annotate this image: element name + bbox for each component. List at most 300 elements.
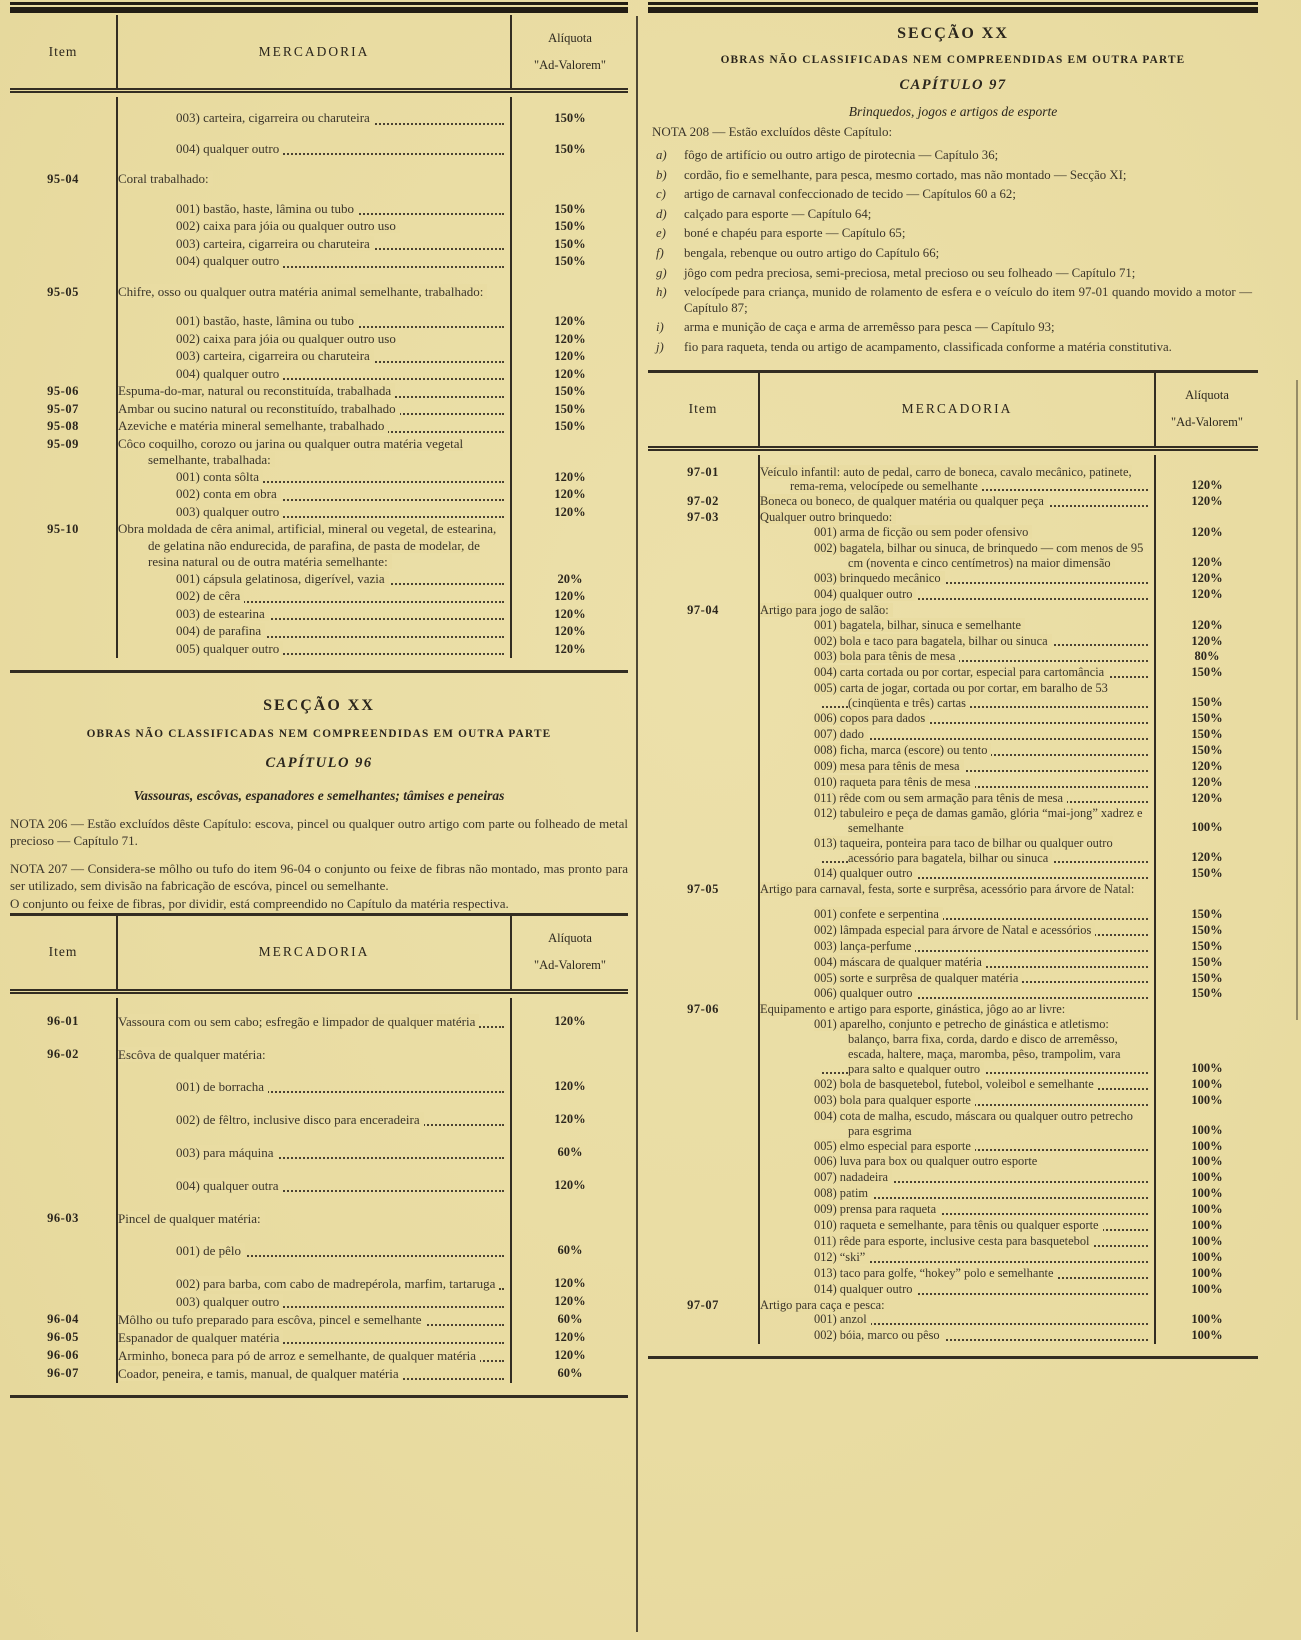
item-code bbox=[10, 486, 118, 504]
merchandise-text: 003) carteira, cigarreira ou charuteira bbox=[176, 236, 374, 251]
item-code bbox=[648, 955, 760, 971]
table-row bbox=[10, 1260, 628, 1293]
item-code bbox=[648, 806, 760, 836]
item-code bbox=[648, 923, 760, 939]
item-code bbox=[10, 588, 118, 606]
merchandise-description bbox=[760, 1298, 1156, 1313]
table-row bbox=[648, 971, 1258, 987]
item-code bbox=[10, 188, 118, 219]
item-code bbox=[648, 1109, 760, 1139]
merchandise-text: 004) carta cortada ou por cortar, especial para cartomância bbox=[814, 665, 1108, 679]
merchandise-text: Arminho, boneca para pó de arroz e semelhante, de qualquer matéria bbox=[118, 1348, 480, 1363]
item-code bbox=[10, 1293, 118, 1311]
table-row bbox=[10, 504, 628, 522]
merchandise-description bbox=[760, 971, 1156, 987]
merchandise-description bbox=[760, 1077, 1156, 1093]
merchandise-text: Espuma-do-mar, natural ou reconstituída, trabalhada bbox=[118, 383, 395, 398]
merchandise-description bbox=[118, 158, 512, 188]
table-row bbox=[648, 618, 1258, 634]
header-rate-line2: "Ad-Valorem" bbox=[534, 958, 606, 972]
merchandise-text: Pincel de qualquer matéria: bbox=[118, 1211, 265, 1226]
item-code bbox=[648, 571, 760, 587]
table-row bbox=[648, 727, 1258, 743]
table-row bbox=[648, 1002, 1258, 1017]
merchandise-description bbox=[760, 681, 1156, 711]
exclusion-label: a) bbox=[656, 148, 667, 162]
item-code bbox=[648, 1328, 760, 1344]
exclusion-label: f) bbox=[656, 245, 664, 260]
rate-value: 120% bbox=[554, 1078, 586, 1093]
section-heading-ch97 bbox=[648, 25, 1258, 356]
merchandise-text: 002) bóia, marco ou pêso bbox=[814, 1328, 944, 1342]
rate-value bbox=[512, 436, 628, 469]
merchandise-description bbox=[760, 791, 1156, 807]
table-row bbox=[10, 271, 628, 301]
merchandise-description bbox=[760, 1154, 1156, 1170]
merchandise-description bbox=[118, 1293, 512, 1311]
table-row bbox=[10, 300, 628, 331]
rate-value: 100% bbox=[1191, 1092, 1223, 1107]
table-row bbox=[10, 623, 628, 641]
table-row bbox=[10, 331, 628, 349]
merchandise-description bbox=[118, 253, 512, 271]
exclusion-item bbox=[648, 148, 1258, 164]
table-row bbox=[648, 882, 1258, 897]
merchandise-text: 002) conta em obra bbox=[176, 486, 281, 501]
merchandise-description bbox=[760, 775, 1156, 791]
item-code bbox=[648, 1017, 760, 1077]
merchandise-description bbox=[760, 806, 1156, 836]
merchandise-text: Chifre, osso ou qualquer outra matéria animal semelhante, trabalhado: bbox=[118, 284, 487, 299]
item-code bbox=[10, 331, 118, 349]
merchandise-text: 001) conta sôlta bbox=[176, 469, 263, 484]
header-rate bbox=[1156, 373, 1258, 446]
item-code bbox=[10, 97, 118, 128]
merchandise-description bbox=[760, 1234, 1156, 1250]
merchandise-text: 001) aparelho, conjunto e petrecho de ginástica e atletismo: balanço, barra fixa, corda, dardo e disco de arremêsso, escada, haltere, maça, maromba, pêso, trampolim, vara para salto e qualquer outro bbox=[814, 1017, 1121, 1076]
merchandise-text: 002) bagatela, bilhar ou sinuca, de brinquedo — com menos de 95 cm (noventa e cinco centímetros) na maior dimensão bbox=[814, 541, 1144, 570]
exclusion-text: cordão, fio e semelhante, para pesca, mesmo cortado, mas não montado — Secção XI; bbox=[684, 167, 1127, 182]
rate-value: 120% bbox=[1191, 554, 1223, 569]
rate-value: 150% bbox=[554, 419, 586, 433]
rate-value: 100% bbox=[1191, 1233, 1223, 1248]
item-code bbox=[648, 1234, 760, 1250]
rate-value: 150% bbox=[554, 254, 586, 268]
header-rate-line1: Alíquota bbox=[548, 30, 592, 45]
item-code bbox=[10, 253, 118, 271]
rate-value: 150% bbox=[1191, 866, 1223, 881]
table-row bbox=[648, 541, 1258, 571]
merchandise-text: 009) mesa para tênis de mesa bbox=[814, 759, 964, 773]
item-code bbox=[648, 1282, 760, 1298]
merchandise-description bbox=[118, 1096, 512, 1129]
merchandise-text: 014) qualquer outro bbox=[814, 1282, 916, 1296]
item-code bbox=[10, 236, 118, 254]
item-code bbox=[10, 606, 118, 624]
item-code bbox=[648, 866, 760, 882]
rate-value: 120% bbox=[1191, 586, 1223, 601]
rate-value: 60% bbox=[557, 1144, 583, 1159]
merchandise-text: 001) arma de ficção ou sem poder ofensivo bbox=[814, 525, 1032, 539]
rate-value: 120% bbox=[1191, 790, 1223, 805]
header-rate-line2: "Ad-Valorem" bbox=[534, 57, 606, 72]
rate-value: 150% bbox=[554, 236, 586, 251]
merchandise-description bbox=[118, 1063, 512, 1096]
merchandise-description bbox=[760, 1328, 1156, 1344]
merchandise-text: 013) taqueira, ponteira para taco de bilhar ou qualquer outro acessório para bagatela, bilhar ou sinuca bbox=[814, 836, 1113, 866]
merchandise-description bbox=[760, 882, 1156, 897]
table-row bbox=[648, 1312, 1258, 1328]
rate-value: 100% bbox=[1191, 1060, 1223, 1075]
rate-value: 120% bbox=[1191, 850, 1223, 865]
tariff-table-ch96 bbox=[10, 913, 628, 1398]
exclusion-text: arma e munição de caça e arma de arremêsso para pesca — Capítulo 93; bbox=[684, 320, 1055, 335]
merchandise-text: 001) bagatela, bilhar, sinuca e semelhante bbox=[814, 618, 1025, 632]
merchandise-text: 001) cápsula gelatinosa, digerível, vazia bbox=[176, 571, 389, 586]
rate-value: 120% bbox=[1191, 774, 1223, 789]
header-merchandise: MERCADORIA bbox=[760, 373, 1156, 446]
rate-value: 100% bbox=[1191, 1186, 1223, 1201]
rate-value: 150% bbox=[1191, 742, 1223, 757]
item-code: 97-02 bbox=[648, 494, 760, 510]
rate-value: 120% bbox=[554, 469, 586, 484]
table-row bbox=[10, 1227, 628, 1260]
item-code: 97-06 bbox=[648, 1002, 760, 1017]
merchandise-description bbox=[760, 897, 1156, 923]
item-code: 95-08 bbox=[10, 418, 118, 436]
merchandise-description bbox=[118, 1162, 512, 1195]
item-code bbox=[10, 1063, 118, 1096]
item-code bbox=[648, 836, 760, 866]
table-row bbox=[648, 955, 1258, 971]
merchandise-description bbox=[118, 623, 512, 641]
merchandise-text: 005) qualquer outro bbox=[176, 641, 283, 656]
merchandise-text: 010) raqueta e semelhante, para tênis ou qualquer esporte bbox=[814, 1218, 1103, 1232]
merchandise-description bbox=[118, 1347, 512, 1365]
item-code bbox=[648, 727, 760, 743]
table-row bbox=[648, 1328, 1258, 1344]
exclusion-label: j) bbox=[656, 339, 664, 354]
table-row bbox=[10, 128, 628, 159]
exclusion-item bbox=[648, 187, 1258, 203]
item-code bbox=[648, 1077, 760, 1093]
rate-value: 100% bbox=[1191, 1328, 1223, 1343]
rate-value: 150% bbox=[1191, 986, 1223, 1001]
merchandise-description bbox=[118, 998, 512, 1031]
header-rate-line2: "Ad-Valorem" bbox=[1171, 415, 1243, 430]
table-row bbox=[648, 1139, 1258, 1155]
note-paragraph: NOTA 207 — Considera-se môlho ou tufo do item 96-04 o conjunto ou feixe de fibras não montado, mas pronto para ser utilizado, sem divisão na fabricação de escóva, pincel ou semelhante. bbox=[10, 861, 628, 893]
merchandise-description bbox=[118, 588, 512, 606]
merchandise-text: Môlho ou tufo preparado para escôva, pincel e semelhante bbox=[118, 1312, 426, 1327]
merchandise-text: 005) elmo especial para esporte bbox=[814, 1139, 975, 1153]
merchandise-text: 001) bastão, haste, lâmina ou tubo bbox=[176, 313, 358, 328]
table-row bbox=[648, 939, 1258, 955]
merchandise-description bbox=[760, 510, 1156, 525]
item-code bbox=[648, 759, 760, 775]
table-row bbox=[10, 469, 628, 487]
exclusion-item bbox=[648, 168, 1258, 184]
merchandise-description bbox=[118, 1031, 512, 1063]
merchandise-description bbox=[118, 218, 512, 236]
merchandise-description bbox=[760, 571, 1156, 587]
item-code bbox=[648, 1186, 760, 1202]
merchandise-description bbox=[118, 348, 512, 366]
table-row bbox=[648, 1109, 1258, 1139]
table-row bbox=[648, 1218, 1258, 1234]
section-scope: OBRAS NÃO CLASSIFICADAS NEM COMPREENDIDAS EM OUTRA PARTE bbox=[720, 54, 1186, 66]
merchandise-text: Escôva de qualquer matéria: bbox=[118, 1047, 270, 1062]
table-row bbox=[648, 494, 1258, 510]
rate-value: 60% bbox=[557, 1242, 583, 1257]
table-row bbox=[10, 571, 628, 589]
merchandise-description bbox=[118, 1129, 512, 1162]
merchandise-description bbox=[760, 541, 1156, 571]
rate-value: 100% bbox=[1191, 1265, 1223, 1280]
rate-value: 120% bbox=[1191, 494, 1223, 509]
merchandise-text: 004) qualquer outro bbox=[814, 587, 916, 601]
table-body bbox=[648, 451, 1258, 1357]
item-code bbox=[648, 775, 760, 791]
merchandise-text: Obra moldada de cêra animal, artificial, mineral ou vegetal, de estearina, de gelatina não endurecida, de parafina, de pasta de modelar, de resina natural ou de outra matéria semelhante: bbox=[118, 521, 497, 569]
table-row bbox=[10, 97, 628, 128]
merchandise-text: Vassoura com ou sem cabo; esfregão e limpador de qualquer matéria bbox=[118, 1014, 479, 1029]
merchandise-text: Ambar ou sucino natural ou reconstituído, trabalhado bbox=[118, 401, 400, 416]
merchandise-description bbox=[118, 366, 512, 384]
rate-value: 150% bbox=[1191, 906, 1223, 921]
merchandise-text: 003) carteira, cigarreira ou charuteira bbox=[176, 110, 374, 125]
exclusion-text: fio para raqueta, tenda ou artigo de acampamento, classificada conforme a matéria constitutiva. bbox=[684, 339, 1172, 354]
merchandise-text: 002) lâmpada especial para árvore de Natal e acessórios bbox=[814, 923, 1095, 937]
exclusion-item bbox=[648, 340, 1258, 356]
item-code bbox=[648, 1154, 760, 1170]
merchandise-description bbox=[760, 634, 1156, 650]
table-row bbox=[648, 455, 1258, 495]
table-row bbox=[10, 1293, 628, 1311]
rate-value: 150% bbox=[1191, 711, 1223, 726]
note-intro: NOTA 208 — Estão excluídos dêste Capítulo: bbox=[652, 124, 893, 139]
merchandise-description bbox=[118, 1227, 512, 1260]
merchandise-text: Veículo infantil: auto de pedal, carro de boneca, cavalo mecânico, patinete, rema-rema, velocípede ou semelhante bbox=[760, 464, 1132, 494]
table-row bbox=[648, 1202, 1258, 1218]
item-code bbox=[10, 1227, 118, 1260]
item-code: 96-04 bbox=[10, 1311, 118, 1329]
merchandise-description bbox=[760, 1250, 1156, 1266]
merchandise-text: Espanador de qualquer matéria bbox=[118, 1330, 283, 1345]
item-code: 95-06 bbox=[10, 383, 118, 401]
item-code bbox=[10, 300, 118, 331]
exclusion-text: jôgo com pedra preciosa, semi-preciosa, metal precioso ou seu folheado — Capítulo 71; bbox=[684, 265, 1136, 280]
table-row bbox=[648, 1186, 1258, 1202]
note-paragraph: NOTA 206 — Estão excluídos dêste Capítulo: escova, pincel ou qualquer outro artigo com parte ou folheado de metal precioso — Capítulo 71. bbox=[10, 816, 628, 848]
item-code bbox=[648, 1250, 760, 1266]
merchandise-description bbox=[760, 1186, 1156, 1202]
table-row bbox=[10, 1096, 628, 1129]
item-code bbox=[10, 128, 118, 159]
item-code bbox=[10, 571, 118, 589]
item-code bbox=[648, 681, 760, 711]
table-row bbox=[10, 486, 628, 504]
merchandise-description bbox=[760, 1170, 1156, 1186]
merchandise-description bbox=[760, 649, 1156, 665]
merchandise-text: 003) bola para tênis de mesa bbox=[814, 649, 959, 663]
rate-value: 120% bbox=[1191, 570, 1223, 585]
rate-value: 120% bbox=[554, 331, 586, 346]
merchandise-text: 003) bola para qualquer esporte bbox=[814, 1093, 975, 1107]
rate-value: 120% bbox=[1191, 633, 1223, 648]
right-column bbox=[648, 0, 1258, 1359]
item-code: 95-09 bbox=[10, 436, 118, 469]
rate-value: 120% bbox=[554, 1347, 586, 1362]
merchandise-description bbox=[760, 1109, 1156, 1139]
merchandise-description bbox=[118, 401, 512, 419]
item-code: 96-06 bbox=[10, 1347, 118, 1365]
item-code: 95-07 bbox=[10, 401, 118, 419]
table-row bbox=[648, 1282, 1258, 1298]
merchandise-description bbox=[760, 923, 1156, 939]
rate-value bbox=[512, 521, 628, 571]
exclusion-label: d) bbox=[656, 206, 667, 221]
table-row bbox=[10, 1365, 628, 1383]
item-code bbox=[648, 1170, 760, 1186]
rate-value: 120% bbox=[1191, 478, 1223, 493]
merchandise-text: 012) “ski” bbox=[814, 1250, 869, 1264]
table-row bbox=[648, 1077, 1258, 1093]
header-item: Item bbox=[10, 916, 118, 989]
rate-value: 100% bbox=[1191, 820, 1223, 835]
rate-value: 100% bbox=[1191, 1122, 1223, 1137]
merchandise-description bbox=[760, 618, 1156, 634]
rate-value bbox=[512, 271, 628, 301]
header-rate bbox=[512, 15, 628, 88]
rate-value: 150% bbox=[1191, 954, 1223, 969]
merchandise-text: 011) rêde com ou sem armação para tênis de mesa bbox=[814, 791, 1067, 805]
table-header bbox=[10, 15, 628, 93]
table-row bbox=[648, 510, 1258, 525]
table-row bbox=[10, 1311, 628, 1329]
table-row bbox=[10, 1162, 628, 1195]
table-row bbox=[648, 1250, 1258, 1266]
table-row bbox=[648, 775, 1258, 791]
merchandise-description bbox=[760, 1282, 1156, 1298]
rate-value bbox=[1156, 1002, 1258, 1017]
table-row bbox=[648, 759, 1258, 775]
merchandise-text: 006) copos para dados bbox=[814, 711, 929, 725]
merchandise-description bbox=[118, 128, 512, 159]
rate-value: 150% bbox=[554, 201, 586, 216]
merchandise-text: 001) de borracha bbox=[176, 1079, 268, 1094]
merchandise-description bbox=[118, 1311, 512, 1329]
rate-value: 150% bbox=[554, 141, 586, 156]
merchandise-description bbox=[118, 236, 512, 254]
item-code bbox=[648, 971, 760, 987]
table-row bbox=[648, 986, 1258, 1002]
table-row bbox=[648, 681, 1258, 711]
merchandise-description bbox=[118, 418, 512, 436]
merchandise-description bbox=[118, 331, 512, 349]
merchandise-description bbox=[118, 436, 512, 469]
table-row bbox=[648, 571, 1258, 587]
merchandise-text: 004) qualquer outro bbox=[176, 253, 283, 268]
merchandise-description bbox=[760, 727, 1156, 743]
tariff-table-ch95 bbox=[10, 15, 628, 673]
merchandise-description bbox=[118, 300, 512, 331]
merchandise-description bbox=[760, 866, 1156, 882]
merchandise-text: 004) qualquer outro bbox=[176, 366, 283, 381]
merchandise-text: 005) sorte e surprêsa de qualquer matéria bbox=[814, 971, 1022, 985]
item-code: 96-02 bbox=[10, 1031, 118, 1063]
item-code bbox=[648, 1202, 760, 1218]
section-scope: OBRAS NÃO CLASSIFICADAS NEM COMPREENDIDAS EM OUTRA PARTE bbox=[86, 728, 552, 740]
merchandise-text: 004) de parafina bbox=[176, 623, 265, 638]
merchandise-description bbox=[760, 1218, 1156, 1234]
table-row bbox=[10, 998, 628, 1031]
merchandise-text: 013) taco para golfe, “hokey” polo e semelhante bbox=[814, 1266, 1057, 1280]
section-title: SECÇÃO XX bbox=[897, 25, 1009, 42]
exclusion-label: c) bbox=[656, 187, 666, 202]
rate-value: 120% bbox=[1191, 758, 1223, 773]
table-row bbox=[10, 401, 628, 419]
merchandise-description bbox=[118, 97, 512, 128]
table-row bbox=[10, 253, 628, 271]
merchandise-description bbox=[118, 1365, 512, 1383]
header-merchandise: MERCADORIA bbox=[118, 15, 512, 88]
merchandise-text: 012) tabuleiro e peça de damas gamão, glória “mai-jong” xadrez e semelhante bbox=[814, 806, 1143, 836]
header-merchandise: MERCADORIA bbox=[118, 916, 512, 989]
item-code: 96-01 bbox=[10, 998, 118, 1031]
merchandise-text: Côco coquilho, corozo ou jarina ou qualquer outra matéria vegetal semelhante, trabalhada: bbox=[118, 435, 464, 467]
item-code bbox=[648, 525, 760, 541]
merchandise-description bbox=[760, 455, 1156, 495]
merchandise-text: Equipamento e artigo para esporte, ginástica, jôgo ao ar livre: bbox=[760, 1002, 1069, 1016]
merchandise-text: 006) qualquer outro bbox=[814, 986, 916, 1000]
item-code bbox=[648, 634, 760, 650]
exclusion-item bbox=[648, 226, 1258, 242]
rate-value: 100% bbox=[1191, 1202, 1223, 1217]
item-code bbox=[648, 665, 760, 681]
rate-value: 120% bbox=[1191, 525, 1223, 540]
chapter-subject: Brinquedos, jogos e artigos de esporte bbox=[848, 104, 1058, 119]
exclusion-item bbox=[648, 320, 1258, 336]
rate-value: 100% bbox=[1191, 1312, 1223, 1327]
rate-value bbox=[1156, 882, 1258, 897]
merchandise-description bbox=[760, 603, 1156, 618]
exclusion-text: velocípede para criança, munido de rolamento de esfera e o veículo do item 97-01 quando movido a motor — Capítulo 87; bbox=[684, 285, 1252, 315]
merchandise-description bbox=[760, 955, 1156, 971]
rate-value bbox=[1156, 603, 1258, 618]
item-code bbox=[648, 986, 760, 1002]
merchandise-text: Qualquer outro brinquedo: bbox=[760, 510, 896, 524]
table-row bbox=[648, 923, 1258, 939]
table-row bbox=[648, 603, 1258, 618]
merchandise-text: 004) qualquer outra bbox=[176, 1178, 283, 1193]
rate-value: 150% bbox=[554, 401, 586, 416]
item-code bbox=[648, 541, 760, 571]
rate-value: 80% bbox=[1194, 649, 1220, 664]
exclusion-label: g) bbox=[656, 265, 667, 280]
merchandise-description bbox=[760, 1002, 1156, 1017]
item-code bbox=[10, 504, 118, 522]
merchandise-description bbox=[760, 939, 1156, 955]
item-code bbox=[10, 1260, 118, 1293]
merchandise-text: 003) lança-perfume bbox=[814, 939, 915, 953]
merchandise-description bbox=[118, 1260, 512, 1293]
item-code bbox=[10, 469, 118, 487]
table-row bbox=[10, 348, 628, 366]
item-code bbox=[10, 1129, 118, 1162]
merchandise-text: Boneca ou boneco, de qualquer matéria ou qualquer peça bbox=[760, 494, 1048, 508]
header-rate-line1: Alíquota bbox=[548, 931, 592, 945]
